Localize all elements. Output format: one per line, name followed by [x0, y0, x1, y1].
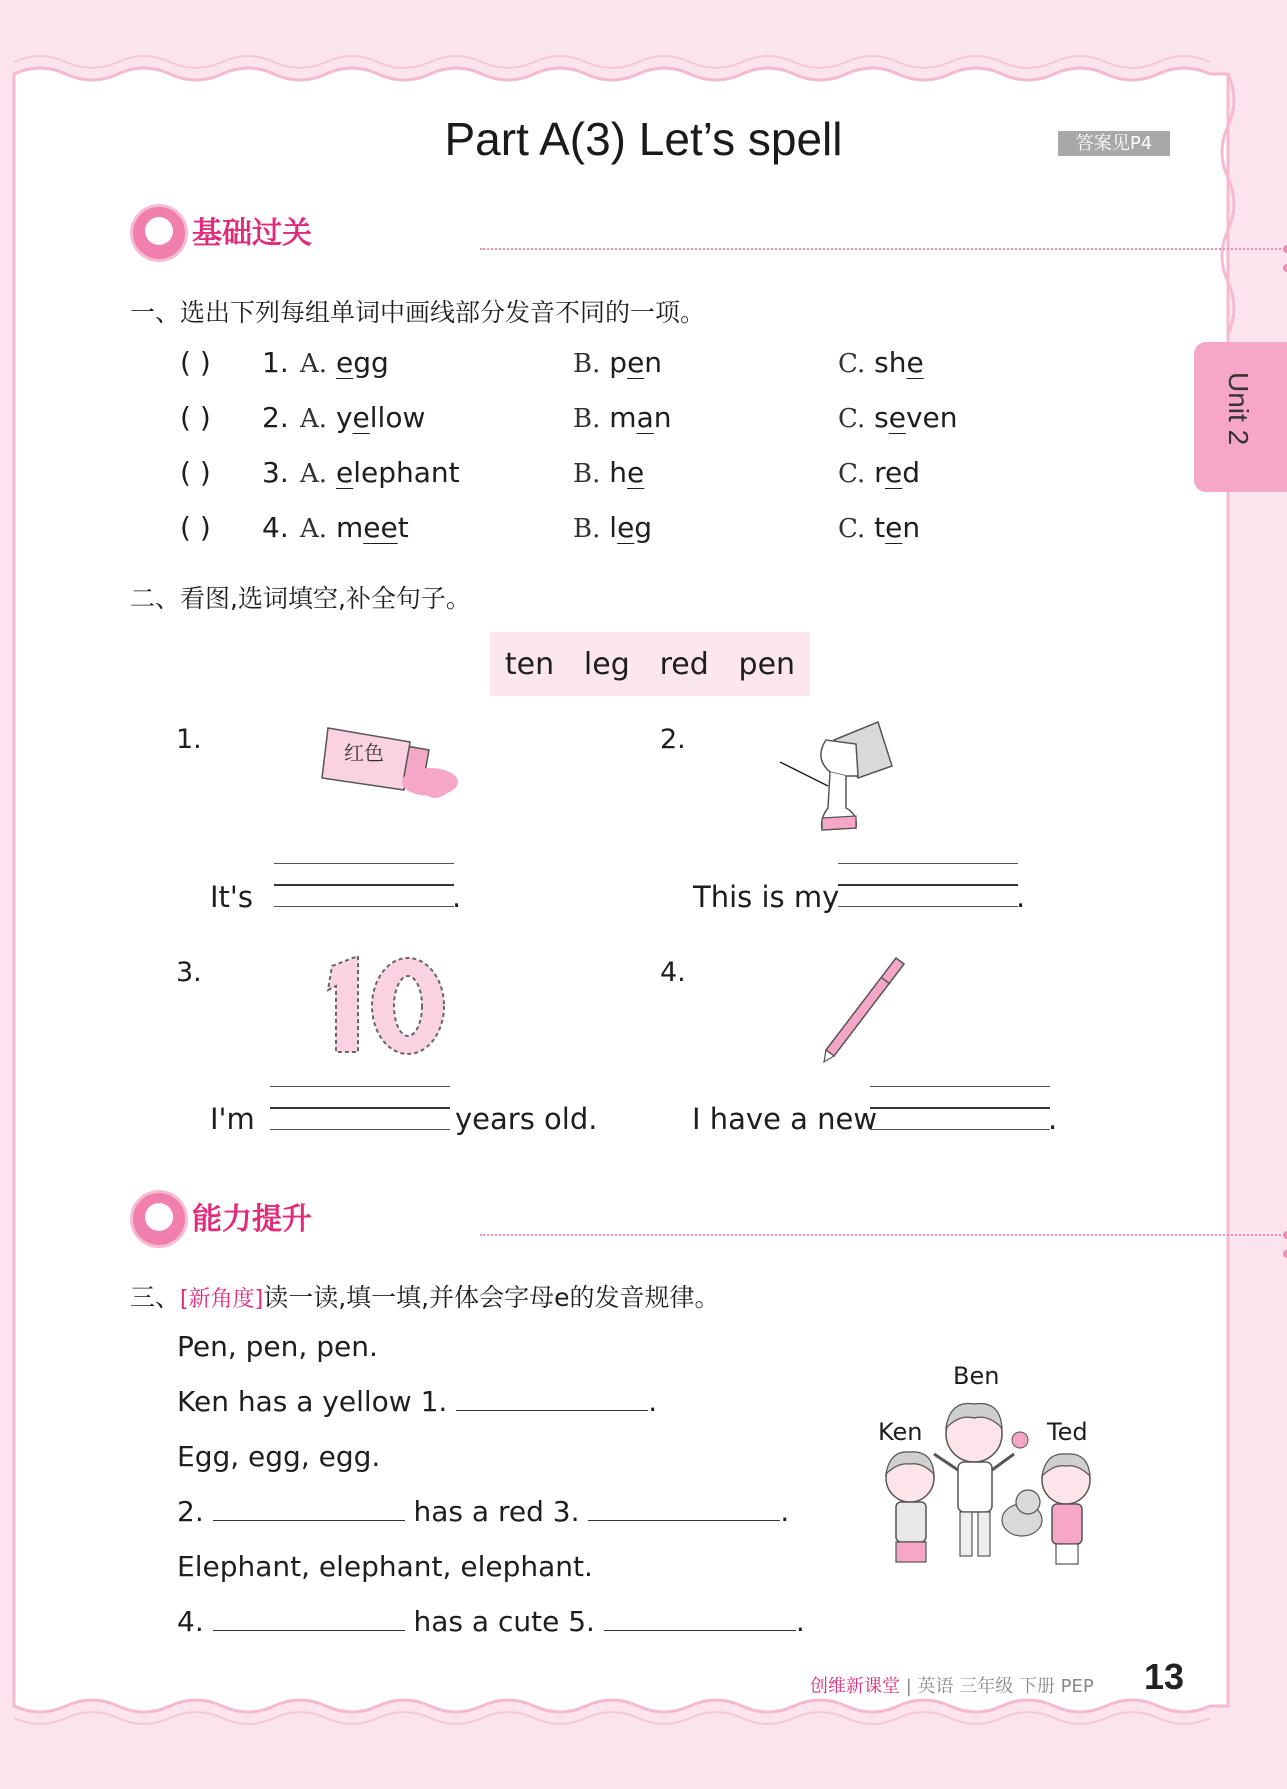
page-number: 13	[1144, 1656, 1185, 1697]
item-number: 2.	[660, 724, 686, 755]
option-c: C. red	[838, 456, 921, 489]
monkey-icon	[130, 204, 188, 262]
answer-blank-1[interactable]	[274, 863, 454, 931]
option-b: B. he	[573, 456, 645, 489]
sentence-4-before: I have a new	[692, 1102, 878, 1136]
paint-label: 红色	[344, 741, 384, 765]
word-bank	[490, 632, 810, 696]
option-a: A. elephant	[300, 456, 460, 489]
answer-reference-badge: 答案见P4	[1058, 131, 1170, 156]
answer-blank-2[interactable]	[838, 863, 1018, 931]
option-a: A. meet	[300, 511, 409, 544]
word-bank-item: ten	[504, 646, 555, 682]
footer-details: 英语 三年级 下册 PEP	[917, 1676, 1094, 1697]
answer-blank-4[interactable]	[870, 1086, 1050, 1154]
question-row: ( ) 1. A. egg B. pen C. she	[180, 346, 924, 379]
option-c: C. she	[838, 346, 924, 379]
chant-line: Elephant, elephant, elephant.	[177, 1550, 593, 1583]
unit-label: Unit 2	[1223, 372, 1254, 446]
footer-info: 创维新课堂 | 英语 三年级 下册 PEP	[810, 1676, 1094, 1697]
question-row: ( ) 3. A. elephant B. he C. red	[180, 456, 921, 489]
option-a: A. egg	[300, 346, 389, 379]
leg-image	[770, 718, 900, 838]
part2-instruction: 二、看图,选词填空,补全句子。	[130, 584, 471, 613]
section-title-advanced: 能力提升	[192, 1202, 312, 1237]
word-bank-item: red	[659, 646, 709, 682]
name-ken: Ken	[878, 1418, 923, 1446]
kids-illustration	[870, 1394, 1110, 1568]
number-ten-image	[318, 952, 458, 1060]
option-b: B. pen	[573, 346, 663, 379]
word-bank-item: leg	[583, 646, 630, 682]
chant-blank-3[interactable]	[588, 1496, 780, 1521]
answer-paren[interactable]: ( )	[180, 456, 211, 489]
sentence-1-before: It's	[210, 880, 254, 914]
question-row: ( ) 2. A. yellow B. man C. seven	[180, 401, 958, 434]
monkey-icon	[130, 1190, 188, 1248]
unit-tab	[1194, 342, 1287, 492]
item-number: 3.	[176, 957, 202, 988]
chant-blank-5[interactable]	[604, 1606, 796, 1631]
option-c: C. seven	[838, 401, 958, 434]
word-bank-item: pen	[738, 646, 796, 682]
part3-instruction: 三、[新角度]读一读,填一填,并体会字母e的发音规律。	[130, 1283, 720, 1312]
chant-blank-4[interactable]	[213, 1606, 405, 1631]
item-number: 4.	[660, 957, 686, 988]
chant-line: Ken has a yellow 1. .	[177, 1385, 658, 1418]
chant-blank-1[interactable]	[456, 1386, 648, 1411]
question-row: ( ) 4. A. meet B. leg C. ten	[180, 511, 921, 544]
option-a: A. yellow	[300, 401, 426, 434]
section-header-basic	[130, 204, 1287, 264]
section-header-advanced	[130, 1190, 1287, 1250]
name-ben: Ben	[953, 1362, 1000, 1390]
sentence-2-before: This is my	[693, 880, 840, 914]
item-number: 1.	[176, 724, 202, 755]
chant-blank-2[interactable]	[213, 1496, 405, 1521]
answer-paren[interactable]: ( )	[180, 511, 211, 544]
answer-paren[interactable]: ( )	[180, 346, 211, 379]
option-b: B. man	[573, 401, 672, 434]
option-c: C. ten	[838, 511, 921, 544]
name-ted: Ted	[1047, 1418, 1088, 1446]
red-paint-tube-image	[318, 720, 468, 810]
section-title-basic: 基础过关	[192, 216, 312, 251]
sentence-3-before: I'm	[210, 1102, 255, 1136]
footer-brand: 创维新课堂	[810, 1676, 900, 1697]
chant-line: Egg, egg, egg.	[177, 1440, 381, 1473]
new-angle-tag: [新角度]	[180, 1287, 264, 1312]
chant-line: 2. has a red 3. .	[177, 1495, 790, 1528]
chant-line: Pen, pen, pen.	[177, 1330, 378, 1363]
option-b: B. leg	[573, 511, 653, 544]
page-title: Part A(3) Let’s spell	[444, 113, 843, 165]
chant-line: 4. has a cute 5. .	[177, 1605, 805, 1638]
answer-blank-3[interactable]	[270, 1086, 450, 1154]
answer-paren[interactable]: ( )	[180, 401, 211, 434]
pen-image	[820, 952, 920, 1064]
part1-instruction: 一、选出下列每组单词中画线部分发音不同的一项。	[130, 298, 706, 327]
